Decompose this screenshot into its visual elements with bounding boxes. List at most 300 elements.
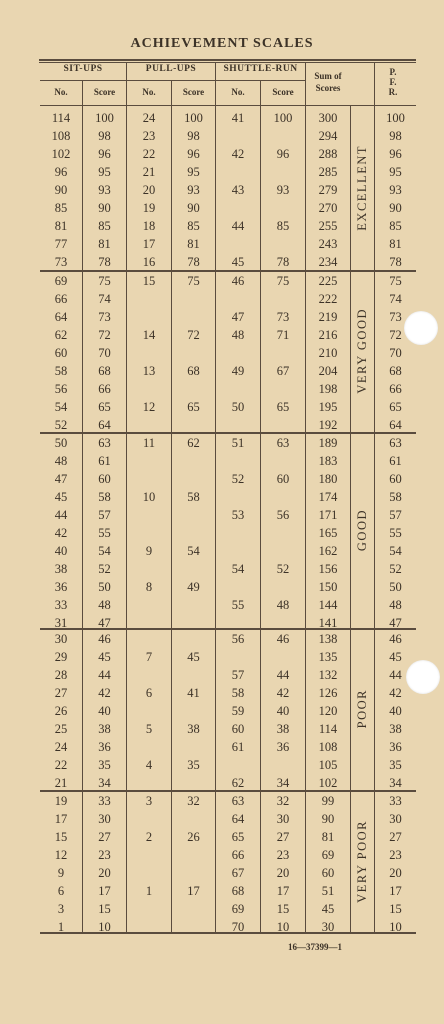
pfr-value-cell: 10: [389, 920, 402, 934]
situps-score-cell: 75: [98, 274, 111, 288]
situps-score-cell: 20: [98, 866, 111, 880]
shuttle-score-cell: 27: [276, 830, 290, 844]
situps-no-cell: 9: [57, 866, 65, 880]
pfr-value-cell: 44: [389, 668, 402, 682]
table-row: [0, 524, 444, 542]
situps-score-cell: 17: [98, 884, 111, 898]
shuttle-no-cell: [216, 488, 260, 506]
pfr-value-cell: 78: [389, 255, 402, 269]
shuttle-no-cell: [216, 127, 260, 145]
sum-of-scores-cell: 120: [318, 704, 338, 718]
table-row: [0, 253, 444, 271]
pullups-score-cell: 38: [187, 722, 200, 736]
pullups-score-cell: 62: [187, 436, 200, 450]
sum-of-scores-cell: 144: [318, 598, 338, 612]
pfr-value-cell: 64: [389, 418, 402, 432]
situps-no-cell: 30: [54, 632, 68, 646]
pfr-value-cell: 75: [389, 274, 402, 288]
shuttle-no-cell: 55: [231, 598, 245, 612]
pfr-value-cell: 30: [389, 812, 402, 826]
situps-no-cell: 102: [51, 147, 71, 161]
situps-score-cell: 90: [98, 201, 111, 215]
pfr-value-cell: 46: [389, 632, 402, 646]
shuttle-no-cell: 69: [231, 902, 245, 916]
situps-score-cell: 96: [98, 147, 111, 161]
table-row: [0, 272, 444, 290]
sum-of-scores-cell: 138: [318, 632, 338, 646]
shuttle-no-cell: [216, 578, 260, 596]
sum-of-label: Sum of: [314, 71, 342, 81]
sum-of-scores-cell: 105: [318, 758, 338, 772]
pfr-p-label: P.: [389, 67, 397, 77]
situps-score-cell: 63: [98, 436, 111, 450]
pfr-value-cell: 96: [389, 147, 402, 161]
situps-score-cell: 38: [98, 722, 111, 736]
pullups-score-cell: 26: [187, 830, 200, 844]
pullups-score-cell: 32: [187, 794, 200, 808]
shuttle-no-cell: 65: [231, 830, 245, 844]
shuttle-score-cell: 52: [276, 562, 290, 576]
sum-of-scores-cell: 210: [318, 346, 338, 360]
pullups-no-cell: 4: [145, 758, 153, 772]
shuttle-no-cell: 54: [231, 562, 245, 576]
shuttle-no-cell: 70: [231, 920, 245, 934]
pfr-value-cell: 65: [389, 400, 402, 414]
table-row: [0, 127, 444, 145]
sum-of-scores-cell: 135: [318, 650, 338, 664]
pullups-score-cell: 95: [187, 165, 200, 179]
sum-of-scores-cell: 126: [318, 686, 338, 700]
pullups-no-cell: 14: [142, 328, 156, 342]
table-row: [0, 630, 444, 648]
situps-score-cell: 36: [98, 740, 111, 754]
situps-no-cell: 50: [54, 436, 68, 450]
pullups-score-cell: [172, 470, 215, 488]
pullups-no-cell: [127, 702, 171, 720]
pfr-value-cell: 36: [389, 740, 402, 754]
shuttle-no-cell: 52: [231, 472, 245, 486]
situps-no-cell: 1: [57, 920, 65, 934]
table-row: [0, 846, 444, 864]
pullups-no-cell: 23: [142, 129, 156, 143]
pullups-no-cell: 21: [142, 165, 156, 179]
header-pullups: PULL-UPS: [145, 64, 197, 74]
header-situps: SIT-UPS: [63, 64, 103, 74]
header-top-rule: [39, 59, 416, 61]
table-row: [0, 596, 444, 614]
situps-score-cell: 27: [98, 830, 111, 844]
shuttle-score-cell: 48: [276, 598, 290, 612]
situps-score-cell: 73: [98, 310, 111, 324]
pullups-score-cell: [172, 846, 215, 864]
situps-score-cell: 81: [98, 237, 111, 251]
subheader-shuttle-score: Score: [272, 87, 294, 97]
shuttle-score-cell: 75: [276, 274, 290, 288]
pullups-no-cell: 13: [142, 364, 156, 378]
shuttle-score-cell: 10: [276, 920, 290, 934]
pullups-no-cell: 3: [145, 794, 153, 808]
sum-of-scores-cell: 192: [318, 418, 338, 432]
sum-of-scores-cell: 279: [318, 183, 338, 197]
shuttle-score-cell: [261, 127, 305, 145]
pullups-score-cell: [172, 308, 215, 326]
sum-of-scores-cell: 243: [318, 237, 338, 251]
shuttle-score-cell: [261, 235, 305, 253]
category-good-label: GOOD: [355, 508, 369, 552]
shuttle-score-cell: 40: [276, 704, 290, 718]
table-row: [0, 774, 444, 792]
sum-of-scores-cell: 270: [318, 201, 338, 215]
shuttle-score-cell: [261, 488, 305, 506]
pfr-value-cell: 60: [389, 472, 402, 486]
shuttle-score-cell: 46: [276, 632, 290, 646]
sum-of-scores-cell: 255: [318, 219, 338, 233]
sum-of-scores-cell: 294: [318, 129, 338, 143]
pullups-no-cell: [127, 560, 171, 578]
pullups-score-cell: 49: [187, 580, 200, 594]
situps-score-cell: 93: [98, 183, 111, 197]
situps-no-cell: 42: [54, 526, 68, 540]
table-row: [0, 416, 444, 434]
pullups-no-cell: [127, 774, 171, 792]
sum-of-scores-cell: 234: [318, 255, 338, 269]
situps-no-cell: 56: [54, 382, 68, 396]
card-title: ACHIEVEMENT SCALES: [130, 36, 314, 51]
situps-score-cell: 55: [98, 526, 111, 540]
sum-of-scores-cell: 45: [321, 902, 335, 916]
shuttle-no-cell: 49: [231, 364, 245, 378]
shuttle-no-cell: 68: [231, 884, 245, 898]
situps-score-cell: 95: [98, 165, 111, 179]
category-poor-label: POOR: [355, 689, 369, 729]
situps-no-cell: 60: [54, 346, 68, 360]
situps-score-cell: 45: [98, 650, 111, 664]
pfr-value-cell: 47: [389, 616, 402, 630]
shuttle-no-cell: [216, 756, 260, 774]
table-row: [0, 163, 444, 181]
sum-of-scores-cell: 114: [318, 722, 338, 736]
shuttle-no-cell: [216, 163, 260, 181]
shuttle-score-cell: 20: [276, 866, 290, 880]
situps-no-cell: 52: [54, 418, 68, 432]
pullups-score-cell: 54: [187, 544, 200, 558]
pullups-no-cell: 1: [145, 884, 153, 898]
shuttle-no-cell: 60: [231, 722, 245, 736]
shuttle-no-cell: [216, 380, 260, 398]
shuttle-no-cell: 59: [231, 704, 245, 718]
situps-no-cell: 64: [54, 310, 68, 324]
pullups-no-cell: 12: [142, 400, 156, 414]
group-header-divider: [40, 80, 305, 81]
situps-no-cell: 96: [54, 165, 68, 179]
situps-no-cell: 47: [54, 472, 68, 486]
table-row: [0, 756, 444, 774]
shuttle-score-cell: 32: [276, 794, 290, 808]
pfr-value-cell: 23: [389, 848, 402, 862]
header-pfr: [376, 67, 410, 97]
sum-of-scores-cell: 195: [318, 400, 338, 414]
situps-score-cell: 48: [98, 598, 111, 612]
pullups-no-cell: 17: [142, 237, 156, 251]
pullups-no-cell: 6: [145, 686, 153, 700]
situps-score-cell: 40: [98, 704, 111, 718]
table-row: [0, 308, 444, 326]
pullups-no-cell: [127, 524, 171, 542]
situps-no-cell: 69: [54, 274, 68, 288]
shuttle-score-cell: 38: [276, 722, 290, 736]
pfr-value-cell: 57: [389, 508, 402, 522]
pullups-no-cell: 2: [145, 830, 153, 844]
situps-no-cell: 77: [54, 237, 68, 251]
shuttle-score-cell: [261, 416, 305, 434]
shuttle-score-cell: 44: [276, 668, 290, 682]
subheader-situps-no: No.: [54, 87, 68, 97]
table-row: [0, 344, 444, 362]
pullups-score-cell: 93: [187, 183, 200, 197]
pfr-value-cell: 93: [389, 183, 402, 197]
table-row: [0, 738, 444, 756]
shuttle-score-cell: [261, 524, 305, 542]
pullups-no-cell: [127, 864, 171, 882]
pfr-f-label: F.: [389, 77, 397, 87]
table-row: [0, 900, 444, 918]
pullups-score-cell: 35: [187, 758, 200, 772]
situps-score-cell: 15: [98, 902, 111, 916]
situps-score-cell: 68: [98, 364, 111, 378]
pullups-score-cell: [172, 630, 215, 648]
situps-no-cell: 27: [54, 686, 68, 700]
sum-of-scores-cell: 132: [318, 668, 338, 682]
pullups-no-cell: [127, 666, 171, 684]
sum-of-scores-cell: 198: [318, 382, 338, 396]
pfr-value-cell: 100: [386, 111, 405, 125]
pullups-score-cell: [172, 596, 215, 614]
table-row: [0, 864, 444, 882]
shuttle-score-cell: 36: [276, 740, 290, 754]
shuttle-no-cell: 51: [231, 436, 245, 450]
table-row: [0, 702, 444, 720]
sum-of-scores-cell: 183: [318, 454, 338, 468]
pullups-score-cell: [172, 452, 215, 470]
sum-of-scores-cell: 150: [318, 580, 338, 594]
shuttle-score-cell: 15: [276, 902, 290, 916]
pullups-score-cell: 100: [184, 111, 203, 125]
shuttle-score-cell: 17: [276, 884, 290, 898]
shuttle-no-cell: [216, 290, 260, 308]
pullups-score-cell: [172, 738, 215, 756]
situps-score-cell: 74: [98, 292, 111, 306]
sum-of-scores-cell: 90: [321, 812, 335, 826]
pullups-score-cell: [172, 380, 215, 398]
shuttle-score-cell: 71: [276, 328, 290, 342]
pullups-no-cell: 15: [142, 274, 156, 288]
situps-no-cell: 81: [54, 219, 68, 233]
shuttle-no-cell: [216, 452, 260, 470]
shuttle-score-cell: 63: [276, 436, 290, 450]
situps-no-cell: 31: [54, 616, 68, 630]
sum-of-scores-cell: 156: [318, 562, 338, 576]
situps-no-cell: 12: [54, 848, 68, 862]
table-row: [0, 326, 444, 344]
pullups-no-cell: 9: [145, 544, 153, 558]
pullups-score-cell: [172, 918, 215, 936]
situps-no-cell: 45: [54, 490, 68, 504]
pullups-score-cell: [172, 416, 215, 434]
sum-of-scores-cell: 216: [318, 328, 338, 342]
table-row: [0, 452, 444, 470]
pullups-no-cell: 5: [145, 722, 153, 736]
shuttle-score-cell: 67: [276, 364, 290, 378]
shuttle-no-cell: 44: [231, 219, 245, 233]
shuttle-score-cell: 60: [276, 472, 290, 486]
situps-score-cell: 47: [98, 616, 111, 630]
punch-hole-lower: [406, 660, 440, 694]
pfr-value-cell: 73: [389, 310, 402, 324]
shuttle-score-cell: 100: [273, 111, 293, 125]
header-sum-of-scores: [306, 70, 350, 94]
category-very-good-label: VERY GOOD: [355, 308, 369, 394]
sum-of-scores-cell: 108: [318, 740, 338, 754]
pfr-value-cell: 40: [389, 704, 402, 718]
pfr-value-cell: 52: [389, 562, 402, 576]
situps-no-cell: 58: [54, 364, 68, 378]
shuttle-score-cell: 85: [276, 219, 290, 233]
table-row: [0, 470, 444, 488]
shuttle-no-cell: [216, 524, 260, 542]
pfr-value-cell: 81: [389, 237, 402, 251]
pfr-value-cell: 15: [389, 902, 402, 916]
shuttle-no-cell: 66: [231, 848, 245, 862]
pullups-no-cell: [127, 344, 171, 362]
situps-no-cell: 62: [54, 328, 68, 342]
situps-score-cell: 33: [98, 794, 111, 808]
shuttle-no-cell: 62: [231, 776, 245, 790]
pullups-score-cell: [172, 506, 215, 524]
situps-no-cell: 54: [54, 400, 68, 414]
situps-no-cell: 21: [54, 776, 68, 790]
shuttle-score-cell: [261, 290, 305, 308]
sum-of-scores-cell: 30: [321, 920, 335, 934]
situps-no-cell: 22: [54, 758, 68, 772]
sum-of-scores-cell: 285: [318, 165, 338, 179]
shuttle-score-cell: [261, 199, 305, 217]
table-row: [0, 666, 444, 684]
pullups-score-cell: 78: [187, 255, 200, 269]
sum-of-scores-cell: 171: [318, 508, 338, 522]
shuttle-no-cell: [216, 235, 260, 253]
shuttle-score-cell: 96: [276, 147, 290, 161]
shuttle-score-cell: 34: [276, 776, 290, 790]
table-row: [0, 488, 444, 506]
pullups-no-cell: [127, 738, 171, 756]
pullups-score-cell: 58: [187, 490, 200, 504]
shuttle-no-cell: [216, 416, 260, 434]
pfr-value-cell: 58: [389, 490, 402, 504]
situps-score-cell: 64: [98, 418, 111, 432]
sum-of-scores-cell: 189: [318, 436, 338, 450]
sum-of-scores-cell: 69: [321, 848, 335, 862]
table-row: [0, 506, 444, 524]
shuttle-no-cell: 47: [231, 310, 245, 324]
sum-of-scores-cell: 222: [318, 292, 338, 306]
pullups-score-cell: [172, 290, 215, 308]
shuttle-no-cell: [216, 542, 260, 560]
shuttle-score-cell: 23: [276, 848, 290, 862]
pfr-value-cell: 20: [389, 866, 402, 880]
table-row: [0, 398, 444, 416]
table-row: [0, 434, 444, 452]
shuttle-score-cell: 65: [276, 400, 290, 414]
table-row: [0, 145, 444, 163]
pullups-no-cell: [127, 918, 171, 936]
sum-of-scores-cell: 219: [318, 310, 338, 324]
situps-score-cell: 72: [98, 328, 111, 342]
shuttle-score-cell: [261, 578, 305, 596]
shuttle-score-cell: [261, 542, 305, 560]
shuttle-score-cell: 56: [276, 508, 290, 522]
pullups-score-cell: 72: [187, 328, 200, 342]
shuttle-score-cell: 73: [276, 310, 290, 324]
pullups-no-cell: 10: [142, 490, 156, 504]
pullups-no-cell: 18: [142, 219, 156, 233]
pfr-value-cell: 72: [389, 328, 402, 342]
situps-no-cell: 29: [54, 650, 68, 664]
shuttle-no-cell: 46: [231, 274, 245, 288]
pullups-score-cell: [172, 774, 215, 792]
pfr-value-cell: 27: [389, 830, 402, 844]
pullups-no-cell: [127, 290, 171, 308]
scores-label: Scores: [315, 83, 341, 93]
situps-score-cell: 100: [95, 111, 114, 125]
header-shuttle-run: SHUTTLE-RUN: [223, 64, 298, 74]
sum-of-scores-cell: 174: [318, 490, 338, 504]
shuttle-no-cell: [216, 344, 260, 362]
pfr-value-cell: 98: [389, 129, 402, 143]
situps-no-cell: 28: [54, 668, 68, 682]
pfr-value-cell: 70: [389, 346, 402, 360]
table-row: [0, 684, 444, 702]
situps-score-cell: 70: [98, 346, 111, 360]
pfr-value-cell: 34: [389, 776, 402, 790]
situps-score-cell: 30: [98, 812, 111, 826]
situps-no-cell: 6: [57, 884, 65, 898]
pfr-value-cell: 68: [389, 364, 402, 378]
sum-of-scores-cell: 99: [321, 794, 335, 808]
pullups-no-cell: [127, 900, 171, 918]
pfr-value-cell: 90: [389, 201, 402, 215]
pullups-no-cell: 7: [145, 650, 153, 664]
pullups-score-cell: [172, 900, 215, 918]
shuttle-no-cell: 67: [231, 866, 245, 880]
shuttle-score-cell: 30: [276, 812, 290, 826]
pullups-score-cell: 85: [187, 219, 200, 233]
pfr-value-cell: 63: [389, 436, 402, 450]
shuttle-no-cell: 45: [231, 255, 245, 269]
shuttle-no-cell: 57: [231, 668, 245, 682]
pullups-score-cell: 90: [187, 201, 200, 215]
situps-no-cell: 85: [54, 201, 68, 215]
situps-score-cell: 58: [98, 490, 111, 504]
situps-no-cell: 114: [51, 111, 71, 125]
pfr-value-cell: 95: [389, 165, 402, 179]
pullups-no-cell: 16: [142, 255, 156, 269]
pfr-value-cell: 35: [389, 758, 402, 772]
shuttle-no-cell: [216, 199, 260, 217]
situps-no-cell: 38: [54, 562, 68, 576]
pfr-value-cell: 85: [389, 219, 402, 233]
situps-score-cell: 52: [98, 562, 111, 576]
situps-score-cell: 65: [98, 400, 111, 414]
